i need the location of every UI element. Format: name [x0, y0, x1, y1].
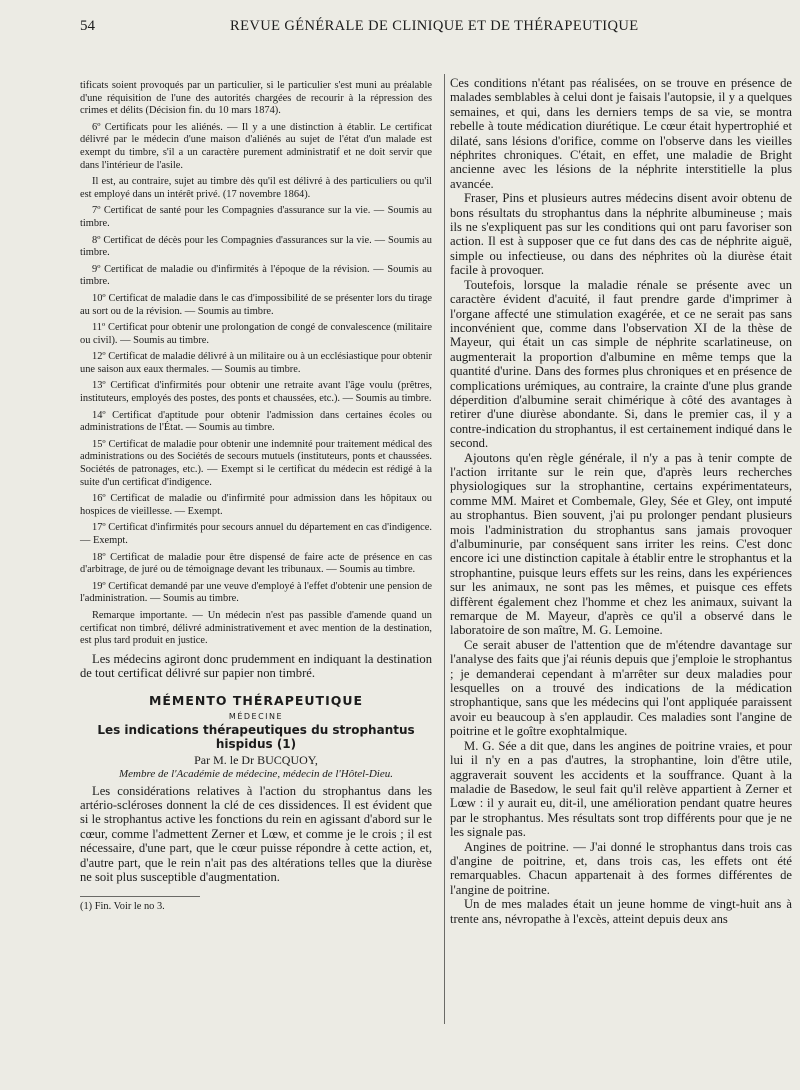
- closing-paragraph: Les médecins agiront donc prudemment en indiquant la destination de tout certificat délivré sur papier non timbré.: [80, 651, 432, 681]
- paragraph: 7º Certificat de santé pour les Compagnies d'assurance sur la vie. — Soumis au timbre.: [80, 205, 432, 229]
- paragraph: 17º Certificat d'infirmités pour secours annuel du département en cas d'indigence. — Exempt.: [80, 522, 432, 546]
- paragraph: 8º Certificat de décès pour les Compagnies d'assurances sur la vie. — Soumis au timbre.: [80, 234, 432, 259]
- article-intro: Les considérations relatives à l'action du strophantus dans les artério-scléroses donnent la clé de ces dissidences. Il est évident que si le strophantus active les fonctions du rein en agissant d'abord sur le cœur, comme l'admettent Zerner et Lœw, et comme je le crois ; il est nécessaire, d'une part, que le cœur puisse répondre à cette action, et, d'autre part, que le rein n'ait pas des altérations telles que la diurèse ne soit plus susceptible d'augmentation.: [80, 783, 432, 884]
- paragraph: Angines de poitrine. — J'ai donné le strophantus dans trois cas d'angine de poitrine, et, dans trois cas, les effets ont été remarquables. Chacun appartenait à des formes différentes de l'angine de poitrine.: [450, 839, 792, 897]
- paragraph: 18º Certificat de maladie pour être dispensé de faire acte de présence en cas d'arbitrage, de juré ou de témoignage devant les tribunaux. — Soumis au timbre.: [80, 551, 432, 576]
- paragraph: 10º Certificat de maladie dans le cas d'impossibilité de se présenter lors du tirage au sort ou de la révision. — Soumis au timbre.: [80, 292, 432, 317]
- paragraph: 16º Certificat de maladie ou d'infirmité pour admission dans les hôpitaux ou hospices de vieillesse. — Exempt.: [80, 493, 432, 517]
- paragraph: Ce serait abuser de l'attention que de m'étendre davantage sur l'analyse des faits que j'ai réunis depuis que j'emploie le strophantus ; je demanderai cependant à m'arrêter sur deux maladies pour lesquelles on a trouvé des indications de la médication strophantique, sans que les médecins qui l'ont appliquée paraissent avoir eu beaucoup à s'en applaudir. Ces maladies sont l'angine de poitrine et le goître exophtalmique.: [450, 637, 792, 739]
- paragraph: M. G. Sée a dit que, dans les angines de poitrine vraies, et pour lui il n'y en a pas d'autres, la strophantine, loin d'être utile, aggraverait souvent les accidents et la souffrance. Quant à la maladie de Basedow, le seul fait qu'il relève appartient à Zerner et Lœw : il y aurait eu, dit-il, une amélioration pendant quatre heures par le strophantus. Mes résultats sont trop différents pour que je ne les signale pas.: [450, 738, 792, 840]
- paragraph: tificats soient provoqués par un particulier, si le particulier s'est muni au préalable d'une réquisition de l'une des autorités chargées de recourir à la répression des crimes et délits (Décision fin. du 10 mars 1874).: [80, 80, 432, 117]
- column-divider: [444, 74, 445, 1024]
- article-title: Les indications thérapeutiques du strophantus hispidus (1): [97, 722, 415, 751]
- author: Par M. le Dr BUCQUOY,: [194, 752, 318, 767]
- paragraph: 6º Certificats pour les aliénés. — Il y a une distinction à établir. Le certificat délivré par le médecin d'une maison d'aliénés au sujet de l'état d'un malade est exempt du timbre, s'il a un caractère purement administratif et ne doit servir que dans l'intérieur de l'asile.: [80, 121, 432, 171]
- paragraph: Ajoutons qu'en règle générale, il n'y a pas à tenir compte de l'action irritante sur le rein que, d'après leurs recherches physiologiques sur la strophantine, certains expérimentateurs, comme MM. Mairet et Combemale, Gley, Sée et Gley, ont imputé au strophantus. Bien souvent, j'ai pu prolonger pendant plusieurs mois l'administration du strophantus sans jamais provoquer d'albuminurie, par conséquent sans irriter les reins. C'est donc encore ici une distinction capitale à établir entre le strophantus et la strophantine, puisque leurs effets sur les reins, dans les expériences sur les animaux, ne sont pas les mêmes, et puisque ces effets diffèrent également chez l'homme et chez les animaux, suivant la remarque de M. Mayeur, d'après ce qu'il a observé dans le laboratoire de son maître, M. G. Lemoine.: [450, 450, 792, 638]
- paragraph: 19º Certificat demandé par une veuve d'employé à l'effet d'obtenir une pension de l'administration. — Soumis au timbre.: [80, 580, 432, 605]
- paragraph: Remarque importante. — Un médecin n'est pas passible d'amende quand un certificat non timbré, délivré administrativement et avec mention de la destination, est plus tard produit en justice.: [80, 609, 432, 647]
- right-column: [450, 76, 792, 926]
- page-number: 54: [80, 18, 95, 34]
- left-column: [80, 80, 432, 912]
- paragraph: Il est, au contraire, sujet au timbre dès qu'il est délivré à des particuliers ou qu'il est employé dans un intérêt privé. (17 novembre 1864).: [80, 176, 432, 200]
- page-header: [80, 18, 790, 40]
- footnote: (1) Fin. Voir le no 3.: [80, 901, 165, 913]
- affiliation: Membre de l'Académie de médecine, médecin de l'Hôtel-Dieu.: [119, 767, 393, 780]
- paragraph: Ces conditions n'étant pas réalisées, on se trouve en présence de malades semblables à celui dont je faisais l'autopsie, il y a quelques semaines, et qui, dans les derniers temps de sa vie, se montra rebelle à toute médication diurétique. Le cœur était hypertrophié et dilaté, sans lésions d'orifice, comme on l'observe dans les vieilles néphrites chroniques. C'était, en effet, une maladie de Bright ancienne avec les lésions de la néphrite interstitielle la plus avancée.: [450, 76, 792, 191]
- paragraph: Toutefois, lorsque la maladie rénale se présente avec un caractère évident d'acuité, il faut prendre garde d'imprimer à l'organe affecté une stimulation exagérée, et ce ne serait pas sans inconvénient que, comme dans l'observation XI de la thèse de Mayeur, qui était un cas simple de néphrite scarlatineuse, on augmenterait la proportion d'albumine en même temps que la quantité d'urine. Dans des formes plus chroniques et en présence de complications urémiques, au contraire, la crainte d'une plus grande déperdition d'albumine serait chimérique à côté des avantages à retirer d'une diurèse abondante. Si, dans le premier cas, il y a contre-indication du strophantus, il est certainement indiqué dans le second.: [450, 277, 792, 451]
- paragraph: Fraser, Pins et plusieurs autres médecins disent avoir obtenu de bons résultats du strophantus dans la néphrite albumineuse ; mais ils ne s'expliquent pas sur les conditions qui ont paru favoriser son action. Il est à supposer que ce fut dans des cas de néphrite aiguë, simple ou infectieuse, ou dans des néphrites où la diurèse était facile à provoquer.: [450, 191, 792, 278]
- memento-heading: MÉMENTO THÉRAPEUTIQUE: [148, 692, 364, 708]
- paragraph: 11º Certificat pour obtenir une prolongation de congé de convalescence (militaire ou civil). — Soumis au timbre.: [80, 322, 432, 346]
- paragraph: 15º Certificat de maladie pour obtenir une indemnité pour traitement médical des administrations ou des Sociétés de secours mutuels (instituteurs, ponts et chaussées. Sociétés de patronages, etc.). — Exempt si le certificat du médecin est rédigé à la suite d'un certificat d'indigence.: [80, 438, 432, 488]
- paragraph: Un de mes malades était un jeune homme de vingt-huit ans à trente ans, névropathe à l'excès, atteint depuis deux ans: [450, 897, 792, 926]
- paragraph: 12º Certificat de maladie délivré à un militaire ou à un ecclésiastique pour obtenir une saison aux eaux thermales. — Soumis au timbre.: [80, 351, 432, 375]
- rubric: MÉDECINE: [228, 711, 284, 721]
- running-title: REVUE GÉNÉRALE DE CLINIQUE ET DE THÉRAPEUTIQUE: [230, 18, 639, 34]
- paragraph: 14º Certificat d'aptitude pour obtenir l'admission dans certaines écoles ou administrations de l'État. — Soumis au timbre.: [80, 409, 432, 434]
- paragraph: 9º Certificat de maladie ou d'infirmités à l'époque de la révision. — Soumis au timbre.: [80, 263, 432, 288]
- footnote-divider: [80, 896, 200, 897]
- paragraph: 13º Certificat d'infirmités pour obtenir une retraite avant l'âge voulu (prêtres, instituteurs, employés des postes, des ponts et chaussées, etc.). — Soumis au timbre.: [80, 380, 432, 405]
